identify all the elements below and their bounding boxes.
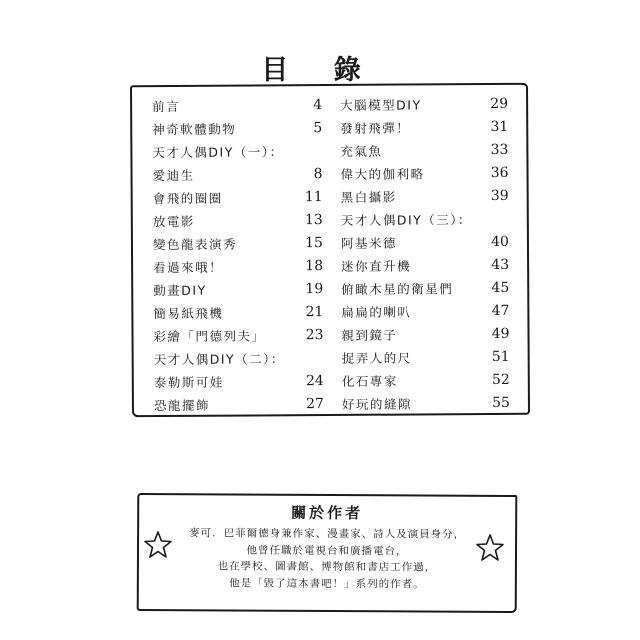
toc-entry-label: 好玩的縫隙 (341, 396, 413, 412)
toc-entry-page: 51 (491, 348, 510, 366)
toc-entry[interactable] (342, 346, 510, 370)
toc-entry-label: 發射飛彈！ (340, 120, 411, 136)
toc-entry-label: 恐龍擺飾 (153, 397, 211, 414)
toc-entry-label: 俯瞰木星的衛星們 (341, 281, 454, 297)
toc-entry-page: 19 (305, 281, 324, 298)
toc-entry-page: 4 (313, 97, 323, 114)
toc-entry[interactable] (341, 254, 509, 278)
toc-entry[interactable] (341, 231, 509, 255)
star-icon (475, 533, 505, 563)
toc-entry-label: 天才人偶DIY（一）： (152, 144, 284, 161)
toc-entry-page: 11 (304, 189, 323, 206)
about-author-line: 麥可．巴菲爾德身兼作家、漫畫家、詩人及演員身分， (189, 527, 466, 541)
toc-entry-label: 扁扁的喇叭 (341, 304, 412, 320)
toc-entry-page: 52 (491, 371, 510, 389)
toc-entry-page: 13 (304, 212, 323, 229)
toc-entry-page: 49 (491, 325, 510, 343)
toc-entry-page: 5 (313, 120, 323, 137)
toc-entry[interactable] (340, 162, 508, 186)
toc-section-heading (154, 347, 324, 371)
toc-entry-page: 27 (306, 396, 324, 413)
toc-entry[interactable] (153, 209, 323, 233)
toc-entry-page: 39 (490, 187, 509, 205)
toc-entry[interactable] (341, 185, 509, 209)
toc-entry[interactable] (152, 163, 322, 187)
toc-entry-label: 看過來哦！ (153, 259, 224, 276)
about-author-line: 他曾任職於電視台和廣播電台， (246, 544, 408, 557)
toc-entry-label: 大腦模型DIY (340, 97, 422, 113)
toc-entry-page: 45 (491, 279, 510, 297)
page-title: 目 錄 (261, 55, 379, 86)
toc-entry[interactable] (152, 117, 322, 141)
toc-entry-label: 泰勒斯可娃 (153, 374, 224, 391)
about-author-line: 他是「毀了這本書吧！」系列的作者。 (229, 576, 425, 591)
toc-entry-page: 8 (313, 166, 323, 183)
toc-entry-label: 神奇軟體動物 (152, 121, 237, 138)
about-author-line: 也在學校、圖書館、博物館和書店工作過， (217, 560, 437, 574)
toc-entry-label: 會飛的圈圈 (152, 190, 223, 207)
toc-entry-label: 前言 (152, 98, 181, 115)
toc-left-column (152, 94, 324, 417)
toc-entry[interactable] (340, 139, 508, 163)
toc-entry-page: 31 (490, 118, 509, 136)
toc-entry[interactable] (342, 392, 510, 416)
toc-entry-label: 彩繪「門德列夫」 (153, 328, 266, 345)
toc-entry[interactable] (341, 277, 509, 301)
toc-entry-label: 捉弄人的尺 (341, 350, 412, 366)
toc-entry-page: 15 (305, 235, 324, 252)
toc-entry[interactable] (341, 300, 509, 324)
toc-entry-page: 23 (305, 327, 324, 344)
toc-entry-label: 親到鏡子 (341, 327, 398, 343)
toc-entry[interactable] (153, 301, 323, 325)
toc-section-heading (152, 140, 322, 164)
about-author-box (137, 493, 518, 613)
about-author-title: 關於作者 (291, 503, 364, 523)
toc-entry-label: 天才人偶DIY（三）： (340, 212, 473, 228)
toc-entry[interactable] (153, 255, 323, 279)
toc-entry-label: 放電影 (152, 213, 195, 230)
toc-entry-label: 動畫DIY (153, 282, 207, 299)
toc-right-column (340, 93, 510, 416)
toc-entry-label: 簡易紙飛機 (153, 305, 224, 322)
toc-entry[interactable] (341, 323, 509, 347)
toc-entry-label: 變色龍表演秀 (152, 236, 238, 253)
toc-entry-label: 迷你直升機 (341, 258, 412, 274)
about-author-text (169, 525, 485, 593)
toc-entry[interactable] (153, 186, 323, 210)
toc-entry[interactable] (153, 232, 323, 256)
toc-entry[interactable] (342, 369, 510, 393)
toc-entry-label: 阿基米德 (340, 235, 398, 251)
toc-entry-label: 愛迪生 (152, 167, 195, 184)
toc-entry[interactable] (340, 93, 508, 117)
toc-section-heading (341, 208, 509, 232)
toc-entry[interactable] (152, 94, 322, 118)
toc-entry-page: 21 (305, 304, 324, 321)
toc-entry-label: 天才人偶DIY（二）： (153, 351, 285, 368)
toc-entry-page: 47 (491, 302, 510, 320)
toc-entry-page: 29 (490, 95, 509, 113)
toc-entry-label: 偉大的伽利略 (340, 166, 425, 182)
star-icon (143, 530, 173, 560)
table-of-contents (130, 83, 530, 417)
toc-entry-page: 24 (305, 373, 324, 390)
toc-entry-page: 40 (491, 233, 510, 251)
toc-entry[interactable] (340, 116, 508, 140)
toc-entry[interactable] (154, 393, 324, 417)
toc-entry-page: 33 (490, 141, 509, 159)
toc-entry[interactable] (154, 370, 324, 394)
toc-entry-page: 55 (492, 394, 510, 412)
toc-entry-page: 36 (490, 164, 509, 182)
toc-entry-label: 黑白攝影 (340, 189, 397, 205)
toc-entry-label: 化石專家 (341, 373, 398, 389)
toc-entry-page: 18 (305, 258, 324, 275)
toc-entry-page: 43 (491, 256, 510, 274)
toc-entry[interactable] (153, 278, 323, 302)
toc-entry-label: 充氣魚 (340, 143, 383, 159)
toc-entry[interactable] (153, 324, 323, 348)
